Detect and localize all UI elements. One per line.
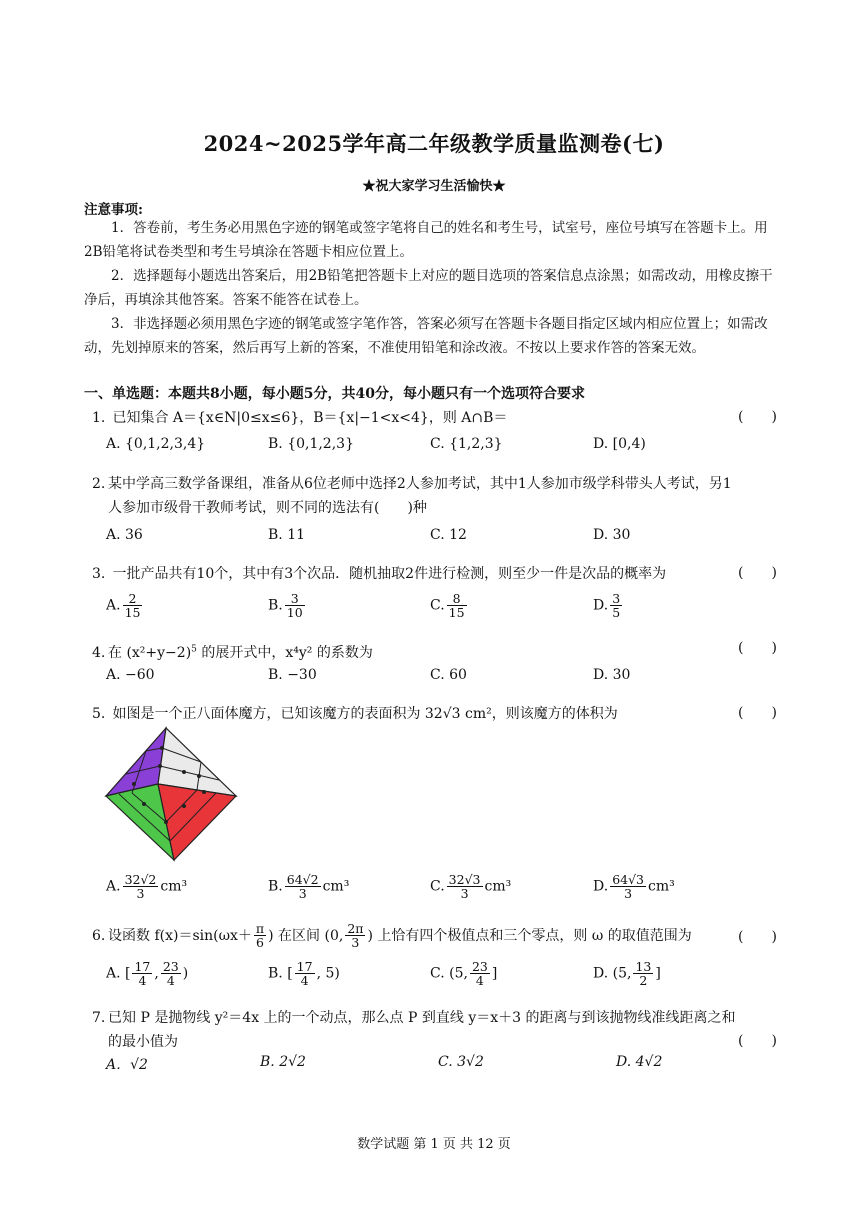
option-a: A. $\frac{2}{15}$ [106, 591, 141, 620]
option-a: A．√2 [106, 1057, 148, 1073]
question-2 [92, 472, 792, 520]
answer-bracket: ( ) [738, 1033, 777, 1049]
option-d: D. $\frac{64√3}{3}$ cm³ [593, 872, 675, 901]
question-6 [92, 922, 792, 949]
option-b: B. {0,1,2,3} [268, 436, 354, 452]
option-b: B. 11 [268, 527, 306, 543]
option-d: D. $\frac{3}{5}$ [593, 591, 621, 620]
option-b: B. 2√2 [260, 1054, 306, 1070]
option-c: C. 12 [430, 527, 467, 543]
option-c: C. 60 [430, 667, 467, 683]
option-d: D. 30 [593, 527, 631, 543]
slogan: ★祝大家学习生活愉快★ [362, 179, 506, 194]
octahedron-puzzle-image [104, 726, 240, 862]
answer-bracket: ( ) [738, 565, 777, 581]
notice-item-1: 1．答卷前，考生务必用黑色字迹的钢笔或签字笔将自己的姓名和考生号，试室号，座位号填写在答题卡上。用2B铅笔将试卷类型和考生号填涂在答题卡相应位置上。 [84, 220, 768, 260]
section-heading-single-choice: 一、单选题：本题共8小题，每小题5分，共40分，每小题只有一个选项符合要求 [84, 386, 585, 402]
option-d: D. 30 [593, 667, 631, 683]
question-stem: 在 $(x^2+y-2)^5$ 的展开式中，x⁴y² 的系数为 [108, 644, 373, 661]
fraction: $\frac{64√3}{3}$ [612, 872, 645, 901]
page-footer: 数学试题 第 1 页 共 12 页 [357, 1137, 511, 1152]
fraction: $\frac{32√3}{3}$ [448, 872, 481, 901]
option-b: B. [ $\frac{17}{4}$ , 5) [268, 959, 340, 988]
option-c: C. $\frac{32√3}{3}$ cm³ [430, 872, 512, 901]
fraction: $\frac{8}{15}$ [448, 591, 465, 620]
option-c: C. 3√2 [438, 1054, 484, 1070]
page-title: 2024~2025学年高二年级教学质量监测卷(七) [203, 131, 665, 156]
question-number: 4. [92, 644, 106, 661]
option-d: D. [0,4) [593, 436, 646, 452]
fraction: $\frac{32√2}{3}$ [124, 872, 157, 901]
question-number: 2. [92, 476, 106, 492]
question-number: 5. [92, 706, 106, 722]
question-stem-line-1: 已知 P 是抛物线 y²＝4x 上的一个动点，那么点 P 到直线 y＝x＋3 的距离与到该抛物线准线距离之和 [108, 1010, 736, 1026]
option-c: C. {1,2,3} [430, 436, 503, 452]
notice-heading: 注意事项: [84, 202, 143, 218]
question-number: 1. [92, 410, 106, 426]
question-stem: 如图是一个正八面体魔方，已知该魔方的表面积为 32√3 cm²，则该魔方的体积为 [112, 706, 618, 722]
option-a: A. $\frac{32√2}{3}$ cm³ [106, 872, 188, 901]
option-a: A. [ $\frac{17}{4}$ , $\frac{23}{4}$ ) [106, 959, 189, 988]
option-c: C. $\frac{8}{15}$ [430, 591, 465, 620]
answer-bracket: ( ) [738, 640, 777, 656]
question-stem-line-2: 人参加市级骨干教师考试，则不同的选法有( )种 [108, 500, 427, 516]
question-stem: 设函数 f(x)＝sin(ωx＋ $\frac{\pi}{6}$ ) 在区间 (0, $\frac{2\pi}{3}$ ) 上恰有四个极值点和三个零点，则 ω 的取值范围为 [108, 921, 692, 950]
notice-item-3: 3．非选择题必须用黑色字迹的钢笔或签字笔作答，答案必须写在答题卡各题目指定区域内相应位置上；如需改动，先划掉原来的答案，然后再写上新的答案，不准使用铅笔和涂改液。不按以上要求作答的答案无效。 [84, 316, 768, 356]
option-a: A. 36 [106, 527, 143, 543]
question-number: 6. [92, 927, 106, 944]
option-a: A. −60 [106, 667, 155, 683]
option-b: B. −30 [268, 667, 317, 683]
notice-item-2: 2．选择题每小题选出答案后，用2B铅笔把答题卡上对应的题目选项的答案信息点涂黑；如需改动，用橡皮擦干净后，再填涂其他答案。答案不能答在试卷上。 [84, 268, 773, 308]
question-stem: 已知集合 A＝{x∈N|0≤x≤6}，B＝{x|−1<x<4}，则 A∩B＝ [112, 410, 508, 426]
option-b: B. $\frac{64√2}{3}$ cm³ [268, 872, 350, 901]
option-d: D. 4√2 [616, 1054, 663, 1070]
question-stem-line-1: 某中学高三数学备课组，准备从6位老师中选择2人参加考试，其中1人参加市级学科带头人考试，另1 [108, 476, 732, 492]
option-a: A. {0,1,2,3,4} [106, 436, 206, 452]
option-c: C. (5, $\frac{23}{4}$ ] [430, 959, 498, 988]
question-stem: 一批产品共有10个，其中有3个次品．随机抽取2件进行检测，则至少一件是次品的概率为 [112, 566, 667, 582]
question-number: 7. [92, 1010, 106, 1026]
question-3 [92, 562, 792, 586]
question-5 [92, 702, 792, 726]
fraction: $\frac{3}{5}$ [612, 591, 621, 620]
question-1 [92, 406, 792, 430]
answer-bracket: ( ) [738, 409, 777, 425]
option-d: D. (5, $\frac{13}{2}$ ] [593, 959, 661, 988]
fraction: $\frac{2}{15}$ [124, 591, 141, 620]
answer-bracket: ( ) [738, 929, 777, 945]
fraction: $\frac{64√2}{3}$ [286, 872, 319, 901]
question-7 [92, 1006, 792, 1054]
question-4 [92, 637, 792, 665]
option-b: B. $\frac{3}{10}$ [268, 591, 303, 620]
answer-bracket: ( ) [738, 705, 777, 721]
question-stem-line-2: 的最小值为 [108, 1034, 178, 1050]
fraction: $\frac{3}{10}$ [286, 591, 303, 620]
question-number: 3. [92, 566, 106, 582]
